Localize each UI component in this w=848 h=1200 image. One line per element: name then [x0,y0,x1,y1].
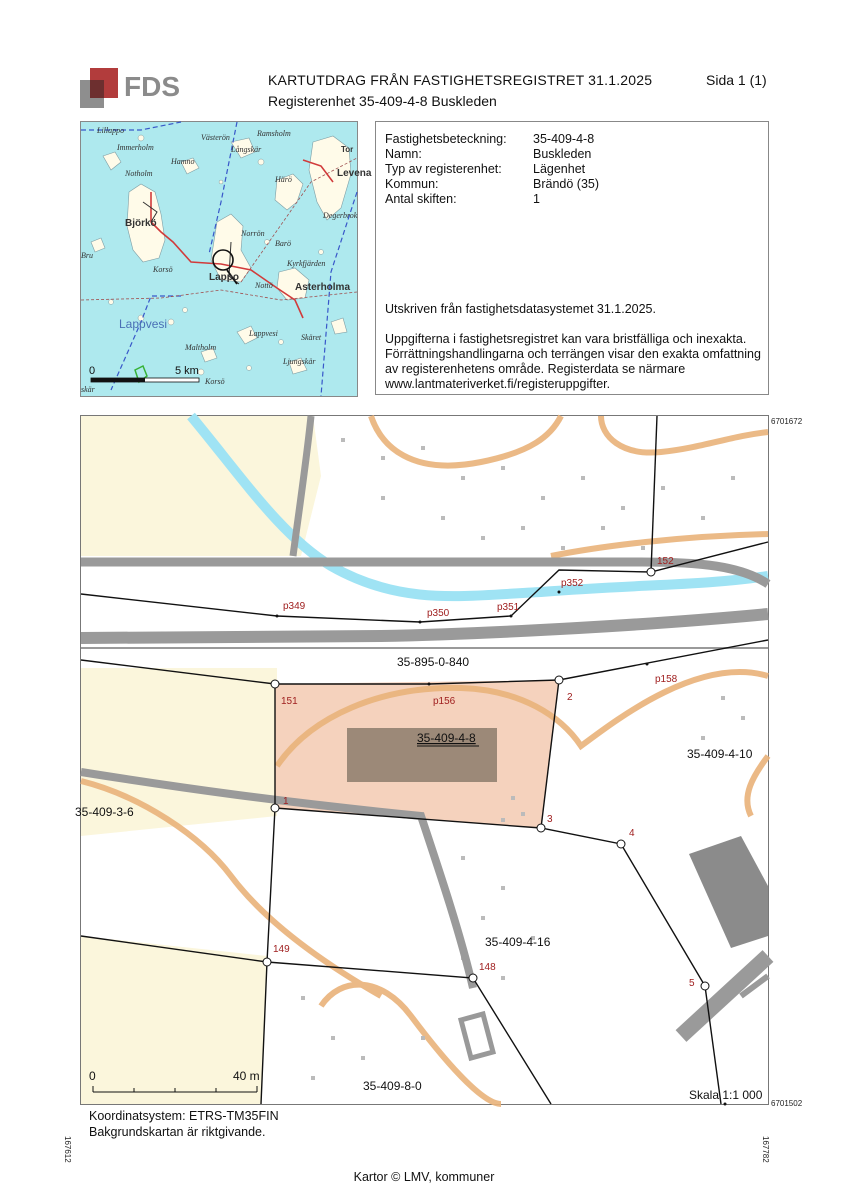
overview-scale-start: 0 [89,365,96,377]
place-label: Härö [275,175,292,184]
parcel-label: 35-409-4-16 [485,935,551,949]
place-label-major: Björkö [125,218,157,229]
scale-end: 40 m [233,1069,260,1083]
place-label: Bru [81,251,93,260]
point-label: 148 [479,962,496,973]
point-label: p158 [655,674,678,685]
field-value: Lägenhet [533,162,586,176]
place-label: Degerbrok [323,211,358,220]
main-map-svg [75,416,768,1104]
overview-map [80,121,372,397]
document-subtitle: Registerenhet 35-409-4-8 Buskleden [268,93,497,109]
place-label-major: Levena [337,168,372,179]
point-label: 2 [567,692,573,703]
place-label: Nottö [255,281,273,290]
place-label: skär [81,385,95,394]
place-label: Lappvesi [249,329,278,338]
point-label: p350 [427,608,450,619]
point-label: 152 [657,556,674,567]
field-label: Typ av registerenhet: [385,162,502,176]
field-label: Antal skiften: [385,192,457,206]
point-label: 149 [273,944,290,955]
overview-scale-end: 5 km [175,365,199,377]
coord-bottom-right: 6701502 [771,1099,803,1108]
field-value: 1 [533,192,540,206]
point-label: p352 [561,578,584,589]
scale-ratio: Skala 1:1 000 [689,1088,763,1102]
parcel-label: 35-409-3-6 [75,805,134,819]
place-label-major: Tor [341,145,354,154]
point-label: 4 [629,828,635,839]
place-label: Notholm [125,169,153,178]
parcel-label: 35-409-4-10 [687,747,753,761]
place-label: Ramsholm [257,129,291,138]
field-label: Namn: [385,147,422,161]
place-label: Norrön [241,229,265,238]
place-label: Långskär [231,145,262,154]
disclaimer-line: Förrättningshandlingarna och terrängen visar den exakta omfattning [385,347,761,361]
map-credit: Kartor © LMV, kommuner [353,1170,495,1184]
place-label: Västerön [201,133,230,142]
printed-date-text: Utskriven från fastighetsdatasystemet 31.1.2025. [385,302,656,316]
overview-map-svg [81,122,372,396]
place-label: Hamno [171,157,195,166]
lake-label: Lappvesi [119,317,168,331]
page-number: Sida 1 (1) [706,72,767,88]
place-label: Lillappo [97,126,125,135]
parcel-label: 35-895-0-840 [397,655,470,669]
disclaimer-line: Uppgifterna i fastighetsregistret kan vara bristfälliga och inexakta. [385,332,747,346]
place-label: Ljungskär [283,357,316,366]
field-label: Kommun: [385,177,439,191]
point-label: 3 [547,814,553,825]
place-label: Kyrkfjärden [287,259,326,268]
point-label: p351 [497,602,520,613]
place-label: Korsö [153,265,173,274]
field-value: Brändö (35) [533,177,600,191]
scale-start: 0 [89,1069,96,1083]
parcel-label-main: 35-409-4-8 [417,731,476,745]
field-value: 35-409-4-8 [533,132,595,146]
point-label: p349 [283,601,306,612]
main-map [75,415,769,1105]
coord-left: 167612 [63,1136,72,1163]
property-info-panel [375,121,769,395]
parcel-label: 35-409-8-0 [363,1079,422,1093]
fds-logo [80,68,190,110]
field-label: Fastighetsbeteckning: [385,132,507,146]
place-label: Barö [275,239,291,248]
point-label: 5 [689,978,695,989]
coordinate-system-note: Koordinatsystem: ETRS-TM35FIN [89,1109,279,1123]
point-label: p156 [433,696,456,707]
logo-text: FDS [124,71,180,102]
disclaimer-link[interactable]: www.lantmateriverket.fi/registeruppgifter. [385,377,611,391]
place-label-major: Asterholma [295,282,351,293]
place-label: Maltholm [185,343,217,352]
place-label-major: Lappo [209,272,239,283]
place-label: Korsö [205,377,225,386]
background-map-note: Bakgrundskartan är riktgivande. [89,1125,266,1139]
point-label: 1 [283,796,289,807]
field-value: Buskleden [533,147,592,161]
coord-right: 167782 [761,1136,770,1163]
coord-top-right: 6701672 [771,417,803,426]
disclaimer-line: av registerenhetens område. Registerdata se närmare [385,362,686,376]
place-label: Skäret [301,333,322,342]
point-label: 151 [281,696,298,707]
place-label: Immerholm [117,143,154,152]
fds-logo-mark [80,68,190,110]
document-title: KARTUTDRAG FRÅN FASTIGHETSREGISTRET 31.1.2025 [268,72,653,88]
